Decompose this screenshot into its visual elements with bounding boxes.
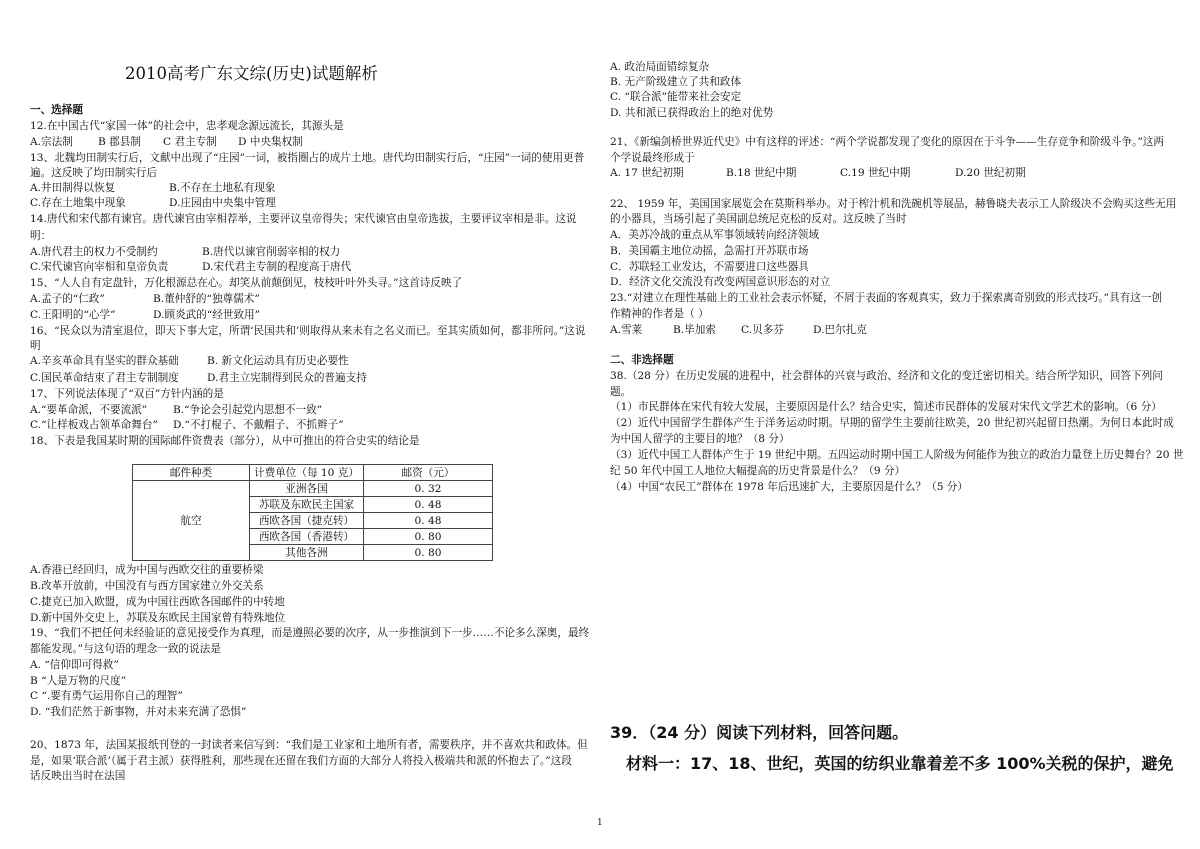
- q14-stem-1: 14.唐代和宋代都有谏官。唐代谏官由宰相荐举，主要评议皇帝得失；宋代谏官由皇帝选拔，主要评议宰相是非。这说: [30, 213, 577, 225]
- q16-option-c: C.国民革命结束了君主专制制度: [30, 372, 179, 384]
- q38-part-4: （4）中国“农民工”群体在 1978 年后迅速扩大，主要原因是什么？（5 分）: [610, 481, 968, 493]
- q14-option-b: B.唐代以谏官削弱宰相的权力: [202, 246, 341, 258]
- q22-option-c: C．苏联轻工业发达，不需要进口这些器具: [610, 261, 809, 273]
- q18-option-c: C.捷克已加入欧盟，成为中国往西欧各国邮件的中转地: [30, 596, 285, 608]
- table-header-cell: 计费单位（每 10 克）: [250, 465, 364, 481]
- q23-option-b: B.毕加索: [673, 324, 716, 336]
- q23-option-c: C.贝多芬: [741, 324, 784, 336]
- q22-option-a: A．美苏冷战的重点从军事领域转向经济领域: [610, 229, 819, 241]
- table-cell-region: 亚洲各国: [250, 481, 364, 497]
- q13-option-b: B.不存在土地私有现象: [169, 182, 276, 194]
- q23-stem-2: 作精神的作者是（ ）: [610, 308, 709, 320]
- q17-option-b: B.“争论会引起党内思想不一致”: [173, 404, 323, 416]
- q16-option-d: D.君主立宪制得到民众的普遍支持: [207, 372, 367, 384]
- q19-stem-1: 19、“我们不把任何未经验证的意见接受作为真理，而是遵照必要的次序，从一步推演到下一步……不论多么深奥，最终: [30, 627, 590, 639]
- table-cell-fee: 0. 48: [363, 513, 492, 529]
- q12-option-b: B 郡县制: [98, 136, 141, 148]
- q21-option-c: C.19 世纪中期: [840, 167, 911, 179]
- table-cell-fee: 0. 48: [363, 497, 492, 513]
- q21-stem-1: 21、《新编剑桥世界近代史》中有这样的评述：“两个学说都发现了变化的原因在于斗争——生存竞争和阶级斗争。”这两: [610, 136, 1164, 148]
- q18-option-a: A.香港已经回归，成为中国与西欧交往的重要桥梁: [30, 564, 264, 576]
- q13-option-a: A.井田制得以恢复: [30, 182, 116, 194]
- q17-stem: 17、下列说法体现了“双百”方针内涵的是: [30, 388, 224, 400]
- q38-part-3b: 纪 50 年代中国工人地位大幅提高的历史背景是什么？（9 分）: [610, 465, 906, 477]
- q13-option-c: C.存在土地集中现象: [30, 197, 126, 209]
- q20-option-d: D. 共和派已获得政治上的绝对优势: [610, 107, 774, 119]
- q12-option-a: A.宗法制: [30, 136, 73, 148]
- q16-stem-2: 明: [30, 340, 41, 352]
- q19-option-a: A. “信仰即可得救”: [30, 659, 119, 671]
- q13-stem-2: 遍。这反映了均田制实行后: [30, 167, 158, 179]
- q13-stem-1: 13、北魏均田制实行后，文献中出现了“庄园”一词，被指圈占的成片土地。唐代均田制实行后，“庄园”一词的使用更普: [30, 152, 585, 164]
- q15-option-c: C.王阳明的“心学”: [30, 309, 116, 321]
- q21-stem-2: 个学说最终形成于: [610, 152, 695, 164]
- q21-option-b: B.18 世纪中期: [726, 167, 797, 179]
- q38-part-2b: 为中国人留学的主要目的地？（8 分）: [610, 433, 790, 445]
- q22-stem-2: 的小器具，当场引起了美国副总统尼克松的反对。这反映了当时: [610, 213, 907, 225]
- q39-material-1: 材料一：17、18、世纪，英国的纺织业靠着差不多 100%关税的保护，避免: [626, 754, 1174, 773]
- q17-option-a: A.“要革命派，不要流派”: [30, 404, 148, 416]
- table-header-cell: 邮资（元）: [363, 465, 492, 481]
- table-cell-fee: 0. 80: [363, 545, 492, 561]
- page-number: 1: [597, 818, 603, 828]
- q38-part-3a: （3）近代中国工人群体产生于 19 世纪中期。五四运动时期中国工人阶级为何能作为独立的政治力量登上历史舞台？20 世: [610, 449, 1184, 461]
- q19-option-c: C “.要有勇气运用你自己的理智”: [30, 690, 183, 702]
- q19-stem-2: 都能发现。”与这句语的理念一致的说法是: [30, 643, 221, 655]
- q14-stem-2: 明：: [30, 230, 52, 242]
- q38-stem-1: 38.（28 分）在历史发展的进程中，社会群体的兴衰与政治、经济和文化的变迁密切相关。结合所学知识，回答下列问: [610, 370, 1163, 382]
- table-cell-region: 西欧各国（捷克转）: [250, 513, 364, 529]
- q14-option-d: D.宋代君主专制的程度高于唐代: [202, 261, 352, 273]
- table-row: [133, 481, 493, 497]
- q20-stem-2: 是，如果‘联合派’（属于君主派）获得胜利，那些现在还留在我们方面的大部分人将投入极端共和派的怀抱去了。”这段: [30, 755, 572, 767]
- postage-fee-table: [132, 464, 493, 561]
- q19-option-d: D. “我们茫然于新事物，并对未来充满了恐惧”: [30, 706, 247, 718]
- q17-option-d: D.“不打棍子、不戴帽子、不抓辫子”: [173, 419, 344, 431]
- q18-option-b: B.改革开放前，中国没有与西方国家建立外交关系: [30, 580, 264, 592]
- table-cell-region: 西欧各国（香港转）: [250, 529, 364, 545]
- table-category-cell: 航空: [133, 481, 250, 561]
- section-nonchoice-heading: 二、非选择题: [610, 354, 674, 366]
- q16-option-a: A.辛亥革命具有坚实的群众基础: [30, 355, 179, 367]
- q15-option-b: B.董仲舒的“独尊儒术”: [153, 293, 260, 305]
- q13-option-d: D.庄园由中央集中管理: [169, 197, 276, 209]
- q23-stem-1: 23.“对建立在理性基础上的工业社会表示怀疑，不屑于表面的客观真实，致力于探索离奇别致的形式技巧。”具有这一创: [610, 292, 1163, 304]
- q15-stem: 15、“人人自有定盘针，万化根源总在心。却笑从前颠倒见，枝枝叶叶外头寻。”这首诗反映了: [30, 277, 463, 289]
- q12-option-c: C 君主专制: [163, 136, 217, 148]
- q16-stem-1: 16、“民众以为清室退位，即天下事大定，所谓‘民国共和’则取得从来未有之名义而已。至其实质如何，都非所问。”这说: [30, 325, 586, 337]
- q15-option-a: A.孟子的“仁政”: [30, 293, 105, 305]
- q18-stem: 18、下表是我国某时期的国际邮件资费表（部分），从中可推出的符合史实的结论是: [30, 435, 420, 447]
- table-cell-region: 苏联及东欧民主国家: [250, 497, 364, 513]
- q22-option-d: D．经济文化交流没有改变两国意识形态的对立: [610, 276, 831, 288]
- q20-option-c: C. “联合派”能带来社会安定: [610, 91, 742, 103]
- q16-option-b: B. 新文化运动具有历史必要性: [207, 355, 349, 367]
- q23-option-d: D.巴尔扎克: [813, 324, 867, 336]
- q20-option-a: A. 政治局面错综复杂: [610, 61, 710, 73]
- q22-stem-1: 22、 1959 年，美国国家展览会在莫斯科举办。对于榨汁机和洗碗机等展品，赫鲁晓夫表示工人阶级决不会购买这些无用: [610, 198, 1177, 210]
- q14-option-a: A.唐代君主的权力不受制约: [30, 246, 158, 258]
- q20-stem-1: 20、1873 年，法国某报纸刊登的一封读者来信写到：“我们是工业家和土地所有者，需要秩序，并不喜欢共和政体。但: [30, 739, 588, 751]
- q12-stem: 12.在中国古代“家国一体”的社会中，忠孝观念源远流长，其源头是: [30, 120, 344, 132]
- q20-option-b: B. 无产阶级建立了共和政体: [610, 76, 742, 88]
- q14-option-c: C.宋代谏官向宰相和皇帝负责: [30, 261, 169, 273]
- table-header-row: [133, 465, 493, 481]
- q38-part-1: （1）市民群体在宋代有较大发展，主要原因是什么？结合史实，简述市民群体的发展对宋代文学艺术的影响。（6 分）: [610, 401, 1162, 413]
- q18-option-d: D.新中国外交史上，苏联及东欧民主国家曾有特殊地位: [30, 612, 286, 624]
- q38-stem-2: 题。: [610, 386, 632, 398]
- table-cell-fee: 0. 80: [363, 529, 492, 545]
- q22-option-b: B．美国霸主地位动摇，急需打开苏联市场: [610, 245, 809, 257]
- page-title: 2010高考广东文综(历史)试题解析: [125, 64, 378, 83]
- q23-option-a: A.雪莱: [610, 324, 643, 336]
- q39-title: 39．（24 分）阅读下列材料，回答问题。: [610, 723, 909, 742]
- q12-option-d: D 中央集权制: [238, 136, 303, 148]
- q21-option-d: D.20 世纪初期: [955, 167, 1026, 179]
- table-header-cell: 邮件种类: [133, 465, 250, 481]
- q20-stem-3: 话反映出当时在法国: [30, 770, 126, 782]
- table-cell-fee: 0. 32: [363, 481, 492, 497]
- section-choice-heading: 一、选择题: [30, 104, 83, 116]
- q19-option-b: B “人是万物的尺度”: [30, 675, 127, 687]
- q17-option-c: C.“让样板戏占领革命舞台”: [30, 419, 158, 431]
- table-cell-region: 其他各洲: [250, 545, 364, 561]
- q21-option-a: A. 17 世纪初期: [610, 167, 684, 179]
- q15-option-d: D.顾炎武的“经世致用”: [153, 309, 261, 321]
- q38-part-2a: （2）近代中国留学生群体产生于洋务运动时期。早期的留学生主要前往欧美，20 世纪初兴起留日热潮。为何日本此时成: [610, 417, 1174, 429]
